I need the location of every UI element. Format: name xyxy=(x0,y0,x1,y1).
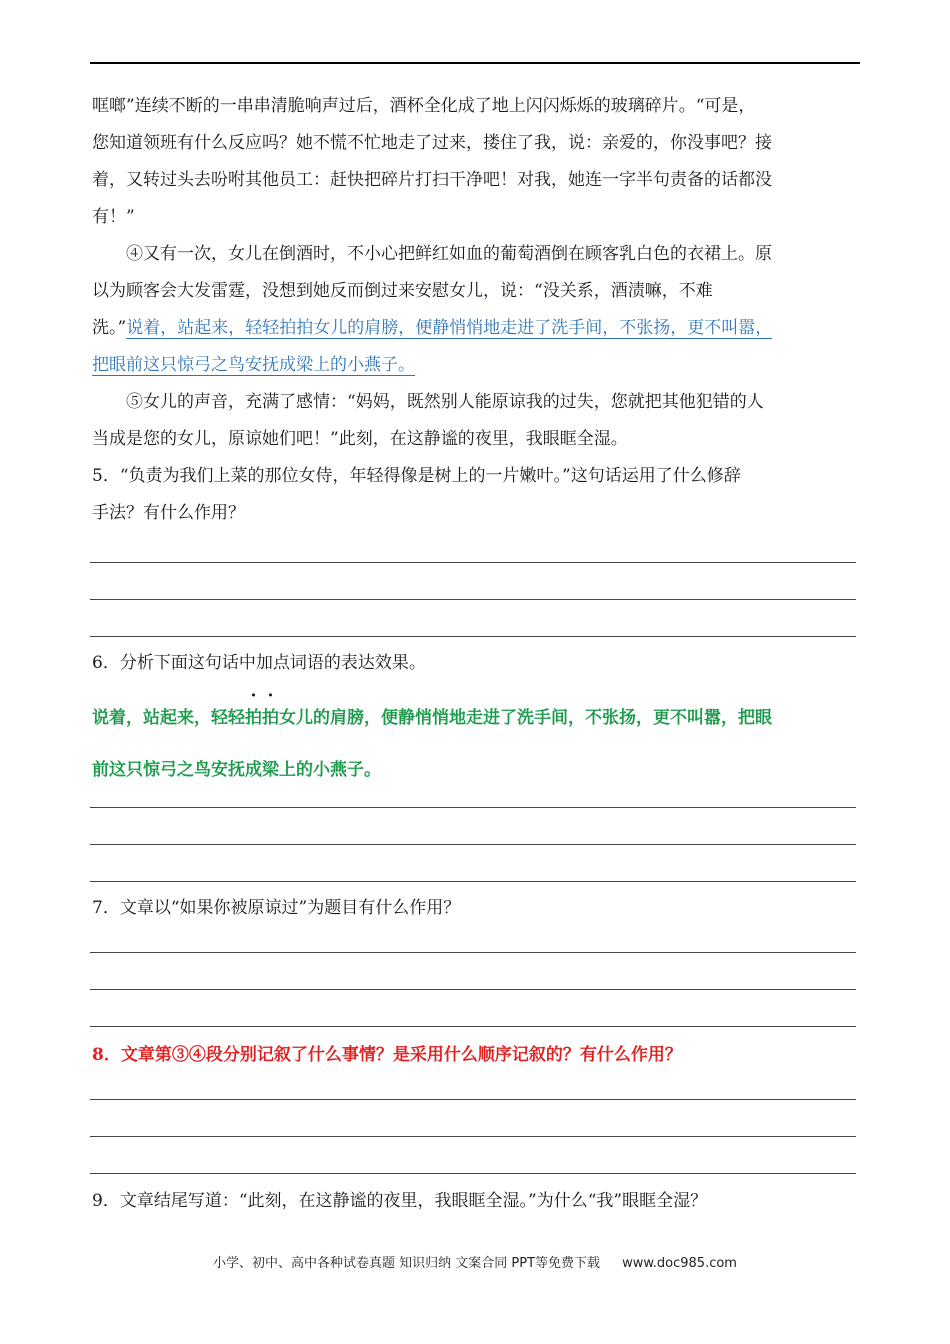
passage-paragraph-continued xyxy=(92,88,862,236)
text-line: 您知道领班有什么反应吗？她不慌不忙地走了过来，搂住了我，说：亲爱的，你没事吧？接 xyxy=(92,133,772,153)
question-text: 6．分析下面这句话中加点词语的表达效果。 xyxy=(92,653,426,673)
top-rule xyxy=(90,62,860,64)
dotted-word: 拍 xyxy=(262,708,279,728)
text-line: ④又有一次，女儿在倒酒时，不小心把鲜红如血的葡萄酒倒在顾客乳白色的衣裙上。原 xyxy=(126,244,772,264)
quote-text: 女儿的肩膀，便静悄悄地走进了洗手间，不张扬，更不叫嚣，把眼 xyxy=(279,708,772,728)
question-8 xyxy=(92,1037,862,1074)
dotted-word: 拍 xyxy=(245,708,262,728)
answer-line[interactable] xyxy=(90,1173,856,1174)
question-text: 7．文章以“如果你被原谅过”为题目有什么作用？ xyxy=(92,898,461,918)
answer-line[interactable] xyxy=(90,562,856,563)
text-line: 洗。” xyxy=(92,318,127,338)
answer-line[interactable] xyxy=(90,844,856,845)
passage-paragraph-4-end xyxy=(92,310,862,384)
answer-line[interactable] xyxy=(90,989,856,990)
text-line: 以为顾客会大发雷霆，没想到她反而倒过来安慰女儿，说：“没关系，酒渍嘛，不难 xyxy=(92,281,713,301)
answer-line[interactable] xyxy=(90,1099,856,1100)
quote-text: 说着，站起来，轻轻 xyxy=(92,708,245,728)
passage-paragraph-5 xyxy=(92,384,862,458)
answer-line[interactable] xyxy=(90,1136,856,1137)
question-text: 5．“负责为我们上菜的那位女侍，年轻得像是树上的一片嫩叶。”这句话运用了什么修辞 xyxy=(92,466,741,486)
text-line: 当成是您的女儿，原谅她们吧！”此刻，在这静谧的夜里，我眼眶全湿。 xyxy=(92,429,628,449)
answer-line[interactable] xyxy=(90,1026,856,1027)
text-line: 着，又转过头去吩咐其他员工：赶快把碎片打扫干净吧！对我，她连一字半句责备的话都没 xyxy=(92,170,772,190)
passage-paragraph-4 xyxy=(92,236,862,310)
page-footer xyxy=(0,1252,950,1271)
question-text: 8．文章第③④段分别记叙了什么事情？是采用什么顺序记叙的？有什么作用？ xyxy=(92,1045,682,1065)
question-6-quote xyxy=(92,692,862,796)
answer-line[interactable] xyxy=(90,807,856,808)
highlighted-sentence: 说着，站起来，轻轻拍拍女儿的肩膀，便静悄悄地走进了洗手间，不张扬，更不叫嚣， xyxy=(126,318,773,338)
text-line: ⑤女儿的声音，充满了感情：“妈妈，既然别人能原谅我的过失，您就把其他犯错的人 xyxy=(126,392,764,412)
answer-line[interactable] xyxy=(90,599,856,600)
question-9 xyxy=(92,1183,862,1220)
footer-site-link[interactable]: www.doc985.com xyxy=(622,1256,737,1271)
quote-text: 前这只惊弓之鸟安抚成梁上的小燕子。 xyxy=(92,760,381,780)
highlighted-sentence: 把眼前这只惊弓之鸟安抚成梁上的小燕子。 xyxy=(92,355,415,375)
question-6 xyxy=(92,645,862,682)
text-line: 哐啷”连续不断的一串串清脆响声过后，酒杯全化成了地上闪闪烁烁的玻璃碎片。“可是， xyxy=(92,96,756,116)
question-text: 9．文章结尾写道：“此刻，在这静谧的夜里，我眼眶全湿。”为什么“我”眼眶全湿？ xyxy=(92,1191,708,1211)
answer-line[interactable] xyxy=(90,952,856,953)
question-text: 手法？有什么作用？ xyxy=(92,503,245,523)
answer-line[interactable] xyxy=(90,636,856,637)
answer-line[interactable] xyxy=(90,881,856,882)
question-5 xyxy=(92,458,862,532)
text-line: 有！” xyxy=(92,207,135,227)
question-7 xyxy=(92,890,862,927)
footer-text: 小学、初中、高中各种试卷真题 知识归纳 文案合同 PPT等免费下载 xyxy=(213,1256,601,1271)
